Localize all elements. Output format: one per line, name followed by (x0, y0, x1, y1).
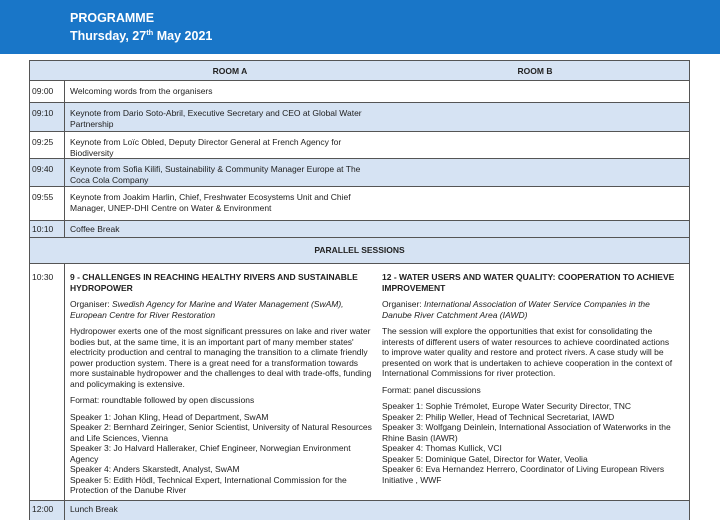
row-text: Keynote from Sofia Kilifi, Sustainability & Community Manager Europe at The Coca Cola Company (70, 164, 361, 185)
row-time: 09:25 (30, 132, 65, 158)
speaker: Speaker 2: Bernhard Zeiringer, Senior Scientist, University of Natural Resources and Life Sciences, Vienna (70, 422, 372, 443)
row-text: Welcoming words from the organisers (70, 86, 213, 96)
speaker: Speaker 4: Thomas Kullick, VCI (382, 443, 502, 453)
parallel-sessions-block (30, 263, 689, 500)
row-time: 09:40 (30, 159, 65, 186)
speaker: Speaker 6: Eva Hernandez Herrero, Coordinator of Living European Rivers Initiative , WWF (382, 464, 665, 485)
session-a-format: Format: roundtable followed by open discussions (70, 395, 255, 405)
speaker: Speaker 3: Wolfgang Deinlein, International Association of Waterworks in the Rhine Basin (IAWR) (382, 422, 671, 443)
row-text: Coffee Break (70, 224, 120, 234)
row-time: 09:00 (30, 81, 65, 102)
session-b-organiser: Organiser: International Association of Water Service Companies in the Danube River Catchment Area (IAWD) (382, 299, 650, 320)
table-row (30, 158, 689, 186)
speaker: Speaker 2: Philip Weller, Head of Technical Secretariat, IAWD (382, 411, 615, 422)
room-a-header: ROOM A (212, 66, 248, 76)
table-row (30, 500, 689, 520)
parallel-sessions-row (30, 237, 689, 263)
session-b-description: The session will explore the opportunities that exist for consolidating the interests of different users of water resources to achieve coordinated actions to improve water quality and restore and protect rivers. A case study will be presented on work that is undertaken to achieve cooperation in the context of International Commissions for river protection. (382, 326, 673, 378)
speaker: Speaker 4: Anders Skarstedt, Analyst, SwAM (70, 464, 240, 474)
session-a-title: 9 - CHALLENGES IN REACHING HEALTHY RIVERS AND SUSTAINABLE HYDROPOWER (70, 272, 358, 293)
programme-table (29, 60, 690, 520)
session-a-speakers (70, 412, 375, 496)
table-row (30, 131, 689, 158)
row-text: Lunch Break (70, 504, 118, 514)
table-row (30, 80, 689, 102)
table-row (30, 186, 689, 220)
row-time: 09:55 (30, 187, 65, 220)
speaker: Speaker 1: Johan Kling, Head of Department, SwAM (70, 411, 269, 422)
session-b (382, 272, 677, 485)
room-b-header: ROOM B (517, 66, 553, 76)
room-header-row (30, 60, 689, 80)
row-time: 10:10 (30, 221, 65, 237)
row-text: Keynote from Dario Soto-Abril, Executive Secretary and CEO at Global Water Partnership (70, 108, 362, 129)
programme-banner (0, 0, 720, 54)
row-text: Keynote from Joakim Harlin, Chief, Freshwater Ecosystems Unit and Chief Manager, UNEP-DHI Centre on Water & Environment (70, 192, 351, 213)
programme-title: PROGRAMME (70, 11, 155, 25)
speaker: Speaker 5: Edith Hödl, Technical Expert, International Commission for the Protection of the Danube River (70, 474, 347, 495)
row-time: 12:00 (30, 501, 65, 520)
parallel-sessions-label: PARALLEL SESSIONS (314, 245, 405, 255)
session-a (70, 272, 375, 496)
session-a-description: Hydropower exerts one of the most significant pressures on lake and river water bodies but, at the same time, it is an important part of many member states' electricity production and central to managing the transition to a climate friendly power production system. There is a great need for a transformation towards more sustainable hydropower and the challenges to deal with trade-offs, funding and policymaking is extensive. (70, 326, 372, 389)
table-row (30, 220, 689, 237)
session-b-speakers (382, 401, 677, 485)
speaker: Speaker 3: Jo Halvard Halleraker, Chief Engineer, Norwegian Environment Agency (70, 443, 351, 464)
row-time: 10:30 (30, 264, 65, 500)
speaker: Speaker 5: Dominique Gatel, Director for Water, Veolia (382, 453, 588, 464)
session-b-format: Format: panel discussions (382, 384, 481, 395)
programme-date: Thursday, 27th May 2021 (70, 28, 213, 43)
speaker: Speaker 1: Sophie Trémolet, Europe Water Security Director, TNC (382, 401, 631, 411)
session-b-title: 12 - WATER USERS AND WATER QUALITY: COOPERATION TO ACHIEVE IMPROVEMENT (382, 272, 675, 293)
table-row (30, 102, 689, 131)
row-text: Keynote from Loïc Obled, Deputy Director General at French Agency for Biodiversity (70, 137, 342, 158)
row-time: 09:10 (30, 103, 65, 131)
session-a-organiser: Organiser: Swedish Agency for Marine and Water Management (SwAM), European Centre for River Restoration (70, 299, 344, 320)
